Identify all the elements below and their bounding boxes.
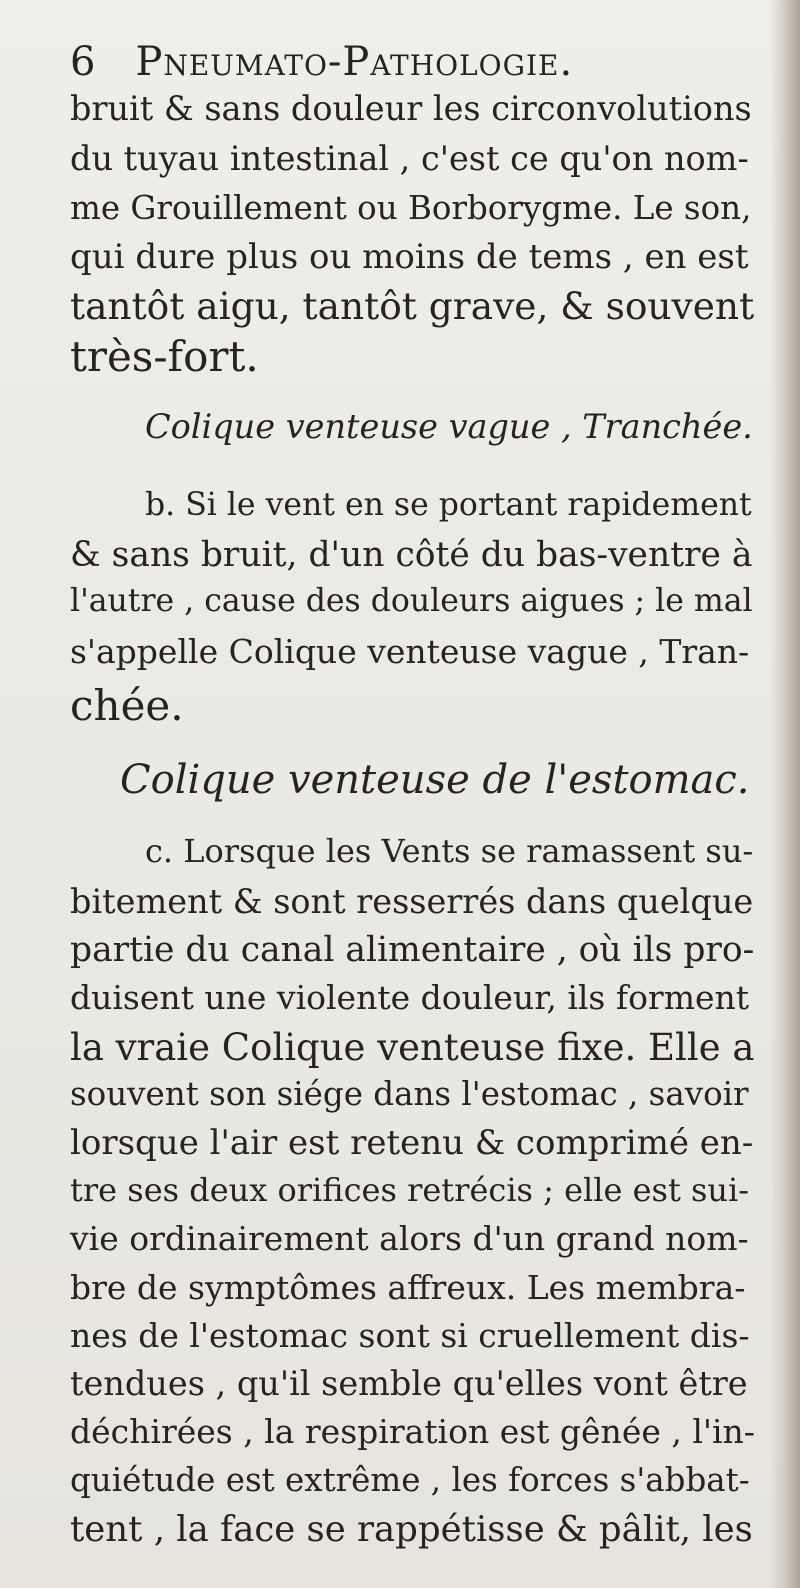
text-line: chée. (70, 681, 184, 731)
text-line: très-fort. (70, 332, 259, 382)
text-line: nes de l'estomac sont si cruellement dis- (70, 1315, 750, 1355)
text-line: souvent son siége dans l'estomac , savoir (70, 1074, 749, 1113)
text-line: tre ses deux orifices retrécis ; elle est sui- (70, 1171, 750, 1210)
page-number: 6 (70, 39, 96, 85)
text-line: partie du canal alimentaire , où ils pro- (70, 929, 755, 970)
text-line: qui dure plus ou moins de tems , en est (70, 236, 749, 277)
text-line: déchirées , la respiration est gênée , l'in- (70, 1412, 755, 1452)
text-line: duisent une violente douleur, ils forment (70, 978, 750, 1018)
text-line: quiétude est extrême , les forces s'abbat- (70, 1460, 750, 1499)
text-line: me Grouillement ou Borborygme. Le son, (70, 188, 752, 227)
text-line: du tuyau intestinal , c'est ce qu'on nom- (70, 138, 749, 178)
text-line: bitement & sont resserrés dans quelque (70, 881, 754, 921)
text-line: c. Lorsque les Vents se ramassent su- (145, 831, 754, 870)
text-line: tent , la face se rappétisse & pâlit, les (70, 1509, 753, 1550)
running-title: Pneumato-Pathologie. (135, 39, 574, 85)
text-line: & sans bruit, d'un côté du bas-ventre à (70, 534, 753, 575)
text-line: b. Si le vent en se portant rapidement (145, 486, 752, 523)
text-line: lorsque l'air est retenu & comprimé en- (70, 1122, 754, 1163)
page-edge-shadow (770, 0, 800, 1588)
text-line: bruit & sans douleur les circonvolutions (70, 88, 752, 128)
section-heading: Colique venteuse de l'estomac. (120, 756, 750, 803)
text-line: s'appelle Colique venteuse vague , Tran- (70, 632, 750, 672)
text-line: la vraie Colique venteuse fixe. Elle a (70, 1026, 755, 1070)
text-line: tendues , qu'il semble qu'elles vont être (70, 1364, 748, 1404)
text-line: vie ordinairement alors d'un grand nom- (70, 1219, 749, 1259)
text-line: tantôt aigu, tantôt grave, & souvent (70, 284, 755, 329)
section-heading: Colique venteuse vague , Tranchée. (145, 406, 753, 446)
text-line: l'autre , cause des douleurs aigues ; le mal (70, 583, 753, 620)
running-header (70, 39, 574, 85)
text-line: bre de symptômes affreux. Les membra- (70, 1267, 746, 1307)
